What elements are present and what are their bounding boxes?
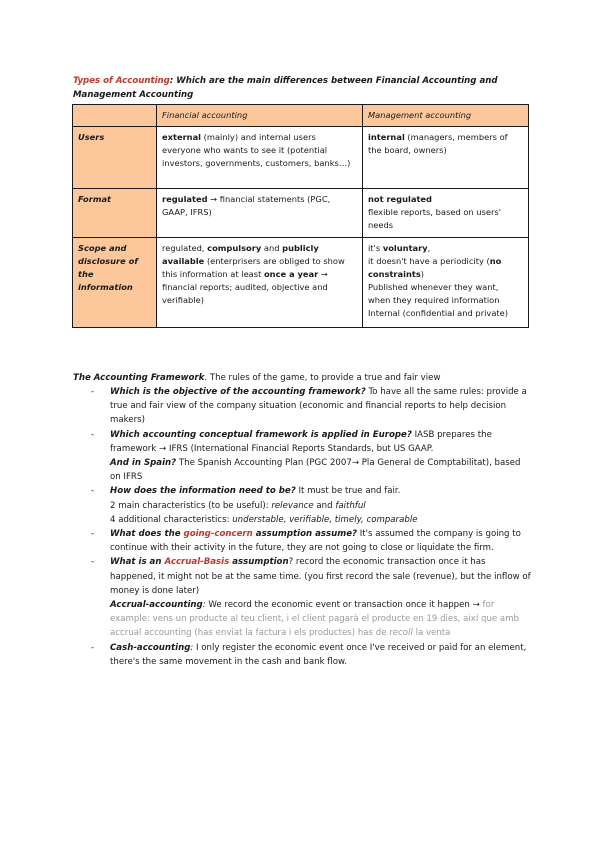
table-row (73, 238, 529, 328)
cell-text: (mainly) and internal users everyone who wants to see it (potential investors, governments, customers, banks…) (162, 132, 351, 168)
list-item (73, 385, 533, 428)
answer: To have all the same rules: provide a true and fair view of the company situation (economic and financial reports to help decision makers) (110, 387, 527, 426)
question: Which is the objective of the accounting framework? (110, 387, 366, 397)
cell-bold: not regulated (368, 194, 433, 204)
list-item (73, 428, 533, 485)
cell-text: Internal (confidential and private) (368, 308, 509, 318)
cell-bold: compulsory (207, 243, 262, 253)
list-item (73, 527, 533, 555)
question: assumption (229, 557, 289, 568)
answer: I only register the economic event once I've received or paid for an element, there's the same movement in the cash and bank flow. (110, 642, 527, 667)
header-cell-empty (73, 105, 157, 127)
answer-gray: la venta (412, 628, 451, 639)
question: Cash-accounting (110, 642, 191, 653)
list-item (73, 641, 533, 669)
cell-text: ) (420, 269, 425, 279)
cell-bold: no constraints (368, 256, 502, 279)
bullet-dash: - (91, 529, 95, 540)
framework-section (73, 371, 533, 669)
cell-bold: once a year (263, 269, 319, 279)
cell-text: → financial reports; audited, objective and verifiable) (162, 269, 328, 305)
cell-format-financial (157, 189, 363, 238)
cell-users-financial (157, 127, 363, 189)
framework-heading-line (73, 371, 533, 385)
table-row (73, 127, 529, 189)
answer: 4 additional characteristics: (110, 514, 233, 525)
framework-intro: . The rules of the game, to provide a true and fair view (204, 373, 441, 383)
question: What is an (110, 557, 165, 568)
cell-scope-management (363, 238, 529, 328)
cell-text: Published whenever they want, when they required information (368, 282, 500, 305)
title-text: Which are the main differences between Financial Accounting and Management Accounting (73, 76, 498, 100)
title-colon: : (169, 76, 174, 86)
cell-scope-financial (157, 238, 363, 328)
answer: and (313, 500, 336, 511)
list-item (73, 484, 533, 527)
answer-gray: for example: vens un producte al teu client, i el client pagarà el producte en 19 dies, així que amb accrual accounting (has enviat la factura i els productes) has de (110, 600, 520, 639)
sub-label: Accrual-accounting (110, 600, 203, 611)
question: Which accounting conceptual framework is applied in Europe? (110, 429, 412, 440)
answer: IASB prepares the framework → IFRS (International Financial Reports Standards, but US GAAP. (110, 429, 492, 454)
cell-users-management (363, 127, 529, 189)
page-title (73, 74, 533, 102)
question: What does the (110, 529, 184, 540)
table-row (73, 189, 529, 238)
answer-gray-italic: recoll (389, 628, 413, 639)
answer: 2 main characteristics (to be useful): (110, 500, 272, 511)
row-label-scope: Scope and disclosure of the information (73, 238, 157, 328)
answer-italic: faithful (335, 500, 366, 511)
title-prefix: Types of Accounting (73, 76, 170, 86)
answer: It must be true and fair. (295, 486, 401, 497)
question: How does the information need to be? (110, 486, 296, 497)
row-label-format: Format (73, 189, 157, 238)
cell-text: flexible reports, based on users' needs (368, 207, 502, 230)
list-item (73, 555, 533, 640)
cell-text: (managers, members of the board, owners) (368, 132, 508, 155)
bullet-dash: - (91, 642, 95, 653)
answer: ? record the economic transaction once it has happened, it might not be at the same time. (you first record the sale (revenue), but the inflow of money is done later) (110, 557, 531, 596)
header-management: Management accounting (363, 105, 529, 127)
question-list (73, 385, 533, 669)
cell-bold: regulated (162, 194, 208, 204)
question: assumption assume? (252, 529, 358, 540)
header-financial: Financial accounting (157, 105, 363, 127)
cell-text: (enterprisers are obliged to show this information at least (162, 256, 345, 279)
cell-bold: external (162, 132, 202, 142)
answer: It's assumed the company is going to continue with their activity in the future, they are not going to close or liquidate the firm. (110, 529, 521, 554)
bullet-dash: - (91, 387, 95, 397)
question: And in Spain? (110, 458, 177, 469)
question-colon: : (190, 642, 194, 653)
table-header-row (73, 105, 529, 127)
comparison-table (72, 104, 529, 328)
cell-text: → financial statements (PGC, GAAP, IFRS) (162, 194, 331, 217)
question-highlight: going-concern (183, 529, 253, 540)
cell-bold: voluntary (382, 243, 428, 253)
question-highlight: Accrual-Basis (164, 557, 230, 568)
answer: The Spanish Accounting Plan (PGC 2007→ Pla General de Comptabilitat), based on IFRS (110, 458, 521, 483)
cell-text: it's (368, 243, 383, 253)
cell-text: regulated, (162, 243, 208, 253)
cell-bold: internal (368, 132, 405, 142)
bullet-dash: - (91, 429, 95, 440)
answer-italic: relevance (271, 500, 314, 511)
cell-text: it doesn't have a periodicity ( (368, 256, 490, 266)
cell-format-management (363, 189, 529, 238)
row-label-users: Users (73, 127, 157, 189)
framework-heading: The Accounting Framework (73, 373, 205, 383)
answer-italic: understable, verifiable, timely, comparable (232, 514, 418, 525)
sub-colon: : (202, 600, 206, 611)
cell-text: and (261, 243, 283, 253)
bullet-dash: - (91, 557, 95, 568)
bullet-dash: - (91, 486, 95, 497)
cell-text: , (427, 243, 431, 253)
answer: We record the economic event or transaction once it happen → (205, 600, 483, 611)
cell-bold: publicly available (162, 243, 319, 266)
